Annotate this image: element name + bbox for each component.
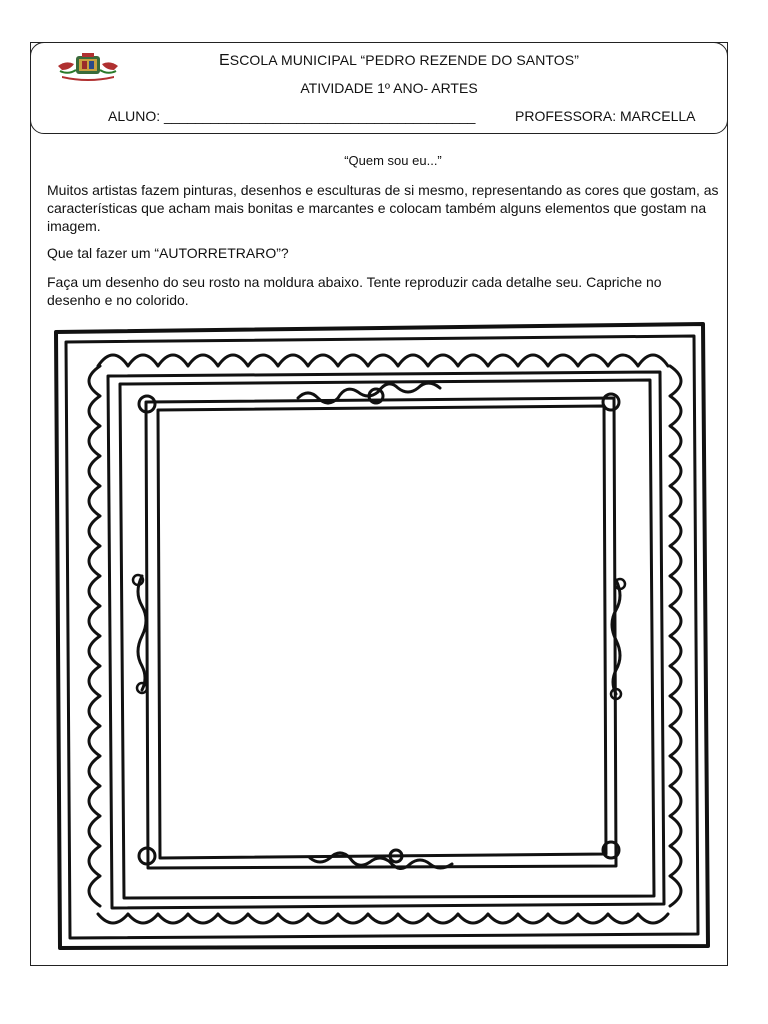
school-name-text: SCOLA MUNICIPAL “PEDRO REZENDE DO SANTOS”	[229, 52, 579, 68]
ornamental-frame-icon[interactable]	[48, 318, 720, 954]
instruction-paragraph: Faça um desenho do seu rosto na moldura abaixo. Tente reproduzir cada detalhe seu. Capriche no desenho e no colorido.	[47, 274, 662, 308]
school-name	[0, 52, 768, 70]
intro-paragraph: Muitos artistas fazem pinturas, desenhos e esculturas de si mesmo, representando as cores que gostam, as características que acham mais bonitas e marcantes e colocam também alguns elementos que gostam na imagem.	[47, 182, 719, 234]
school-name-initial: E	[218, 52, 230, 69]
worksheet-subtitle: “Quem sou eu...”	[344, 153, 442, 168]
activity-title: ATIVIDADE 1º ANO- ARTES	[300, 80, 478, 96]
student-name-field[interactable]: ALUNO: ________________________________________	[108, 108, 476, 124]
teacher-name: PROFESSORA: MARCELLA	[515, 108, 696, 124]
question-paragraph: Que tal fazer um “AUTORRETRARO”?	[47, 245, 289, 261]
